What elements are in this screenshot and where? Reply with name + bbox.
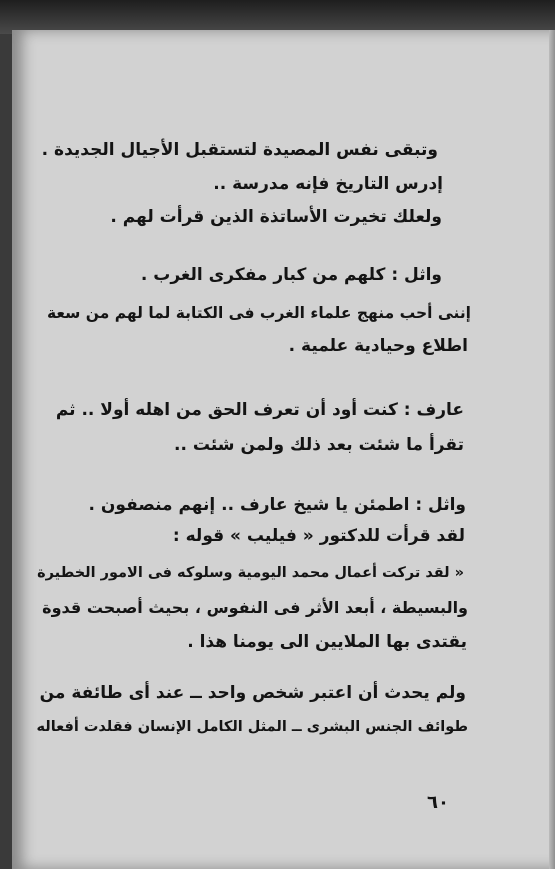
text-line: واثل : كلهم من كبار مفكرى الغرب . xyxy=(140,265,442,285)
text-line: ولعلك تخيرت الأساتذة الذين قرأت لهم . xyxy=(110,207,442,227)
book-page xyxy=(12,30,555,869)
text-line: ولم يحدث أن اعتبر شخص واحد ــ عند أى طائفة من xyxy=(39,683,466,703)
text-line: واثل : اطمئن يا شيخ عارف .. إنهم منصفون . xyxy=(88,495,466,515)
text-line: اطلاع وحيادية علمية . xyxy=(288,336,468,356)
scan-top-shadow xyxy=(0,0,555,34)
text-line: لقد قرأت للدكتور « فيليب » قوله : xyxy=(172,526,465,546)
text-line: طوائف الجنس البشرى ــ المثل الكامل الإنسان فقلدت أفعاله xyxy=(36,719,468,735)
page-right-edge xyxy=(549,30,555,869)
text-line: يقتدى بها الملايين الى يومنا هذا . xyxy=(187,632,467,652)
text-line: إدرس التاريخ فإنه مدرسة .. xyxy=(213,174,443,194)
text-line: والبسيطة ، أبعد الأثر فى النفوس ، بحيث أصبحت قدوة xyxy=(42,598,468,617)
text-line: إننى أحب منهج علماء الغرب فى الكتابة لما لهم من سعة xyxy=(47,304,471,322)
text-line: وتبقى نفس المصيدة لتستقبل الأجيال الجديدة . xyxy=(41,140,438,160)
page-number: ٦٠ xyxy=(427,792,449,813)
text-line: تقرأ ما شئت بعد ذلك ولمن شئت .. xyxy=(174,435,464,455)
text-line: « لقد تركت أعمال محمد اليومية وسلوكه فى الامور الخطيرة xyxy=(37,565,464,581)
text-line: عارف : كنت أود أن تعرف الحق من اهله أولا .. ثم xyxy=(55,400,464,420)
